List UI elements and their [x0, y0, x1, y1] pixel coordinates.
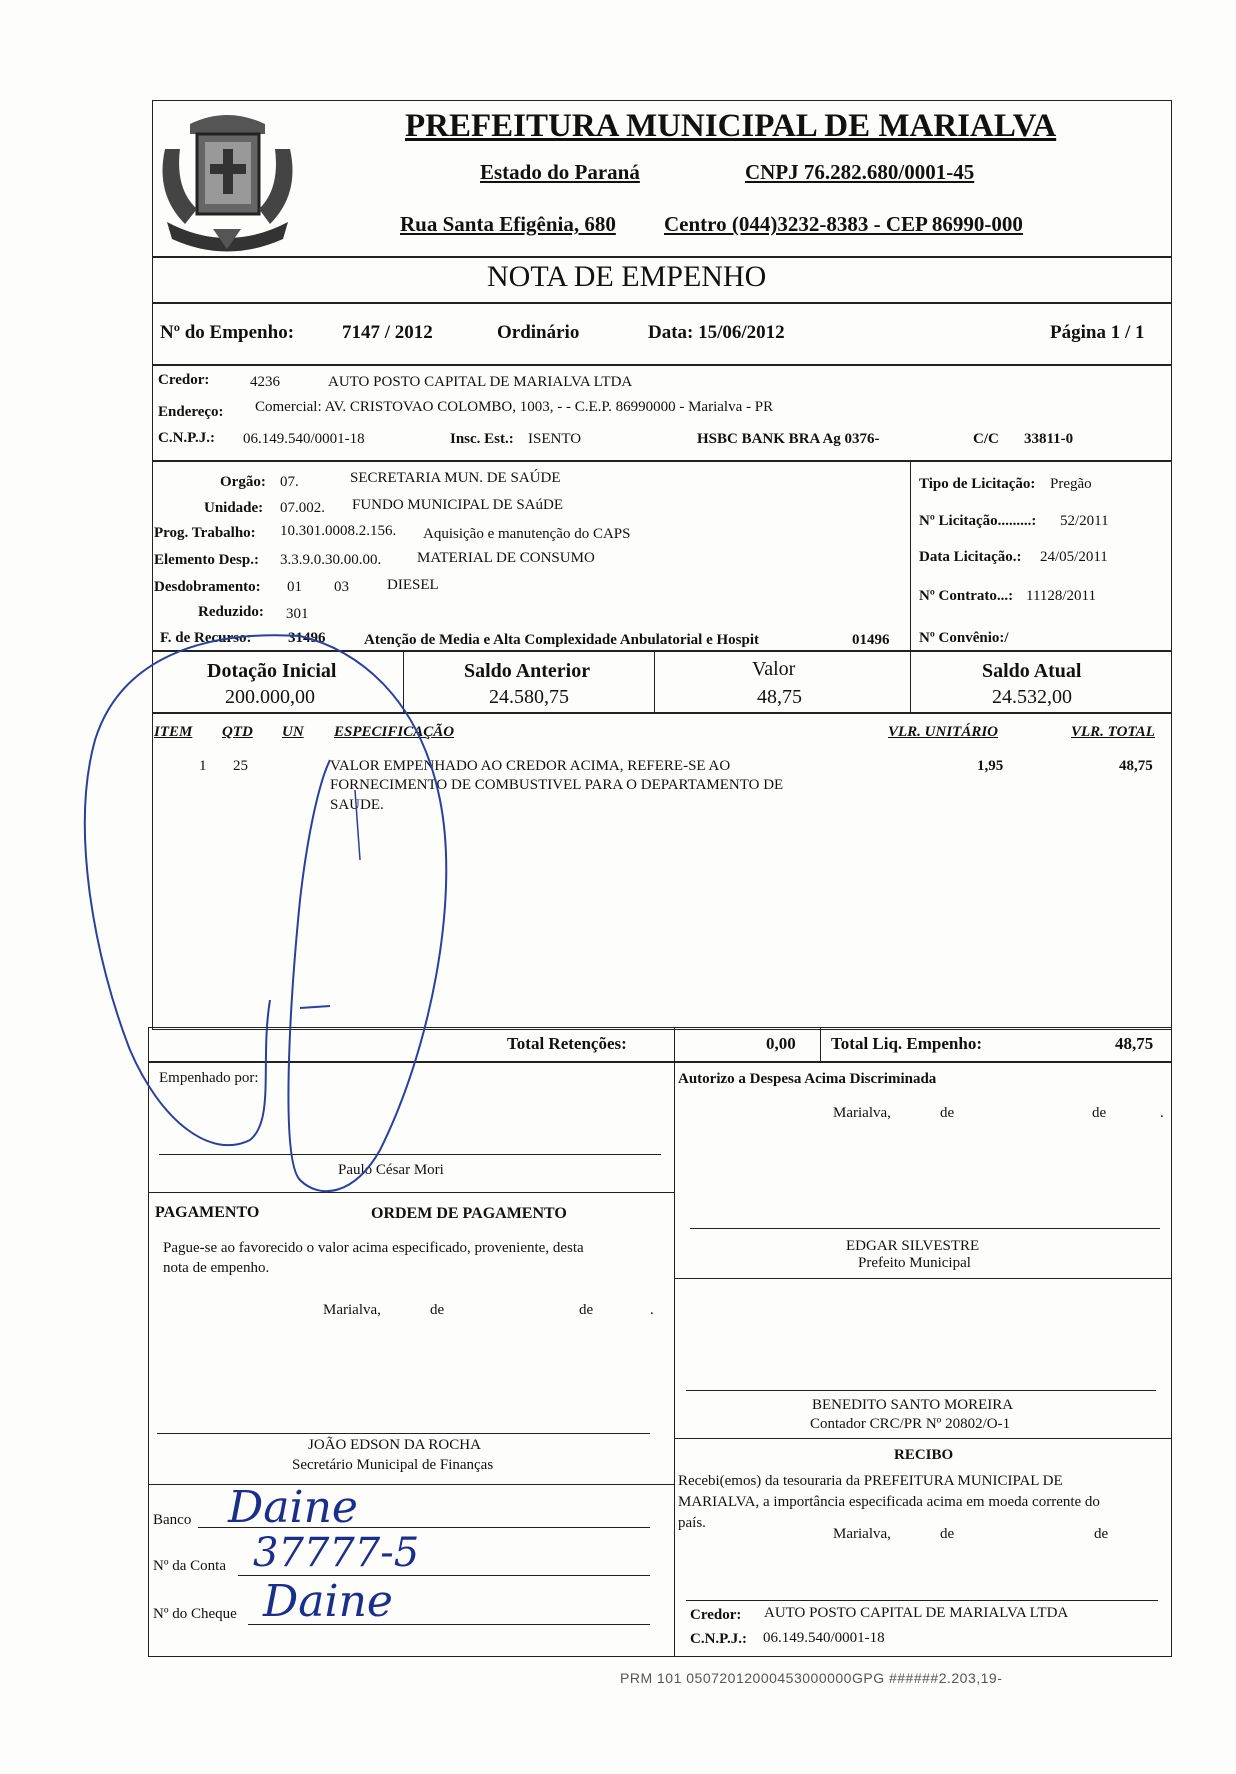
- empenho-number: 7147 / 2012: [342, 322, 433, 343]
- orgao-label: Orgão:: [220, 474, 266, 490]
- elemento-label: Elemento Desp.:: [154, 552, 259, 568]
- pagamento-top-line: [148, 1192, 674, 1193]
- dotacao-label: Dotação Inicial: [207, 660, 337, 682]
- autorizo-de-1: de: [940, 1105, 955, 1121]
- contrato-value: 11128/2011: [1026, 588, 1096, 604]
- saldos-divider-3: [910, 650, 911, 714]
- retencoes-value: 0,00: [766, 1034, 796, 1053]
- atual-value: 24.532,00: [992, 686, 1072, 708]
- credor-cnpj-label: C.N.P.J.:: [158, 430, 215, 446]
- banco-label: Banco: [153, 1512, 192, 1528]
- recibo-cnpj: 06.149.540/0001-18: [763, 1630, 885, 1646]
- credor-name: AUTO POSTO CAPITAL DE MARIALVA LTDA: [328, 374, 633, 390]
- item-desc-2: FORNECIMENTO DE COMBUSTIVEL PARA O DEPARTAMENTO DE: [330, 777, 784, 793]
- credor-code: 4236: [250, 374, 280, 390]
- credor-bank: HSBC BANK BRA Ag 0376-: [697, 431, 880, 447]
- prog-label: Prog. Trabalho:: [154, 525, 256, 541]
- conta-label: Nº da Conta: [153, 1558, 226, 1574]
- empenho-label: Nº do Empenho:: [160, 322, 295, 343]
- autorizo-de-2: de: [1092, 1105, 1107, 1121]
- cheque-handwritten: Daine: [263, 1576, 393, 1627]
- unidade-label: Unidade:: [204, 500, 264, 516]
- unidade-code: 07.002.: [280, 500, 325, 516]
- licitacao-data-label: Data Licitação.:: [919, 549, 1022, 565]
- banco-handwritten: Daine: [228, 1482, 358, 1533]
- contador-name: BENEDITO SANTO MOREIRA: [812, 1397, 1014, 1413]
- desdobramento-b: 03: [334, 579, 349, 595]
- empenho-type: Ordinário: [497, 322, 580, 343]
- contador-top-line: [674, 1278, 1172, 1279]
- desdobramento-a: 01: [287, 579, 302, 595]
- banco-line: [198, 1527, 650, 1528]
- item-number: 1: [199, 758, 207, 774]
- licitacao-num: 52/2011: [1060, 513, 1109, 529]
- licitacao-tipo-label: Tipo de Licitação:: [919, 476, 1036, 492]
- credor-cc: 33811-0: [1024, 431, 1074, 447]
- autorizo-label: Autorizo a Despesa Acima Discriminada: [678, 1071, 937, 1087]
- recibo-signature-line: [686, 1600, 1158, 1601]
- cnpj-label: CNPJ 76.282.680/0001-45: [745, 160, 975, 184]
- doc-title: NOTA DE EMPENHO: [487, 260, 767, 293]
- recibo-credor-label: Credor:: [690, 1607, 742, 1623]
- unidade-name: FUNDO MUNICIPAL DE SAúDE: [352, 497, 563, 513]
- item-unit-value: 1,95: [977, 758, 1004, 774]
- credor-cnpj: 06.149.540/0001-18: [243, 431, 365, 447]
- bottom-divider: [674, 1061, 675, 1657]
- totais-box: [148, 1027, 1172, 1063]
- empenho-page: Página 1 / 1: [1050, 322, 1145, 343]
- cheque-line: [248, 1624, 650, 1625]
- desdobramento-label: Desdobramento:: [154, 579, 261, 595]
- licitacao-num-label: Nº Licitação.........:: [919, 513, 1037, 529]
- credor-address-label: Endereço:: [158, 404, 224, 420]
- secretario-name: JOÃO EDSON DA ROCHA: [308, 1437, 481, 1453]
- empenhado-signature-line: [159, 1154, 661, 1155]
- col-item: ITEM: [154, 724, 193, 740]
- elemento-code: 3.3.9.0.30.00.00.: [280, 552, 382, 568]
- licitacao-data: 24/05/2011: [1040, 549, 1108, 565]
- page-title: PREFEITURA MUNICIPAL DE MARIALVA: [405, 108, 1057, 144]
- orcamento-divider: [910, 460, 911, 652]
- recibo-text-3: país.: [678, 1515, 706, 1531]
- contador-signature-line: [686, 1390, 1156, 1391]
- pagamento-text-2: nota de empenho.: [163, 1260, 270, 1276]
- saldos-divider-1: [403, 650, 404, 714]
- valor-value: 48,75: [757, 686, 802, 708]
- orgao-name: SECRETARIA MUN. DE SAÚDE: [350, 470, 561, 486]
- recibo-text-2: MARIALVA, a importância especificada acima em moeda corrente do: [678, 1494, 1100, 1510]
- pagamento-place: Marialva,: [323, 1302, 381, 1318]
- autorizo-place: Marialva,: [833, 1105, 891, 1121]
- atual-label: Saldo Atual: [982, 660, 1082, 682]
- address-contact: Centro (044)3232-8383 - CEP 86990-000: [664, 212, 1023, 236]
- item-total-value: 48,75: [1119, 758, 1153, 774]
- banco-top-line: [148, 1484, 674, 1485]
- prefeito-signature-line: [690, 1228, 1160, 1229]
- item-desc-3: SAUDE.: [330, 797, 384, 813]
- dotacao-value: 200.000,00: [225, 686, 315, 708]
- empenho-date: Data: 15/06/2012: [648, 322, 785, 343]
- empenhado-label: Empenhado por:: [159, 1070, 259, 1086]
- cheque-label: Nº do Cheque: [153, 1606, 237, 1622]
- empenhado-name: Paulo César Mori: [338, 1162, 444, 1178]
- item-qtd: 25: [233, 758, 248, 774]
- orgao-code: 07.: [280, 474, 299, 490]
- recurso-code: 31496: [288, 630, 326, 646]
- autorizo-dot: .: [1160, 1105, 1164, 1121]
- secretario-role: Secretário Municipal de Finanças: [292, 1457, 494, 1473]
- credor-insc-label: Insc. Est.:: [450, 431, 514, 447]
- item-desc-1: VALOR EMPENHADO AO CREDOR ACIMA, REFERE-SE AO: [330, 758, 731, 774]
- pagamento-dot: .: [650, 1302, 654, 1318]
- col-especificacao: ESPECIFICAÇÃO: [334, 724, 455, 740]
- convenio-label: Nº Convênio:/: [919, 630, 1009, 646]
- valor-label: Valor: [752, 658, 796, 680]
- address-street: Rua Santa Efigênia, 680: [400, 212, 616, 236]
- footer-code: PRM 101 05072012000453000000GPG ######2.203,19-: [620, 1670, 1003, 1686]
- recibo-de-1: de: [940, 1526, 955, 1542]
- col-vlr-total: VLR. TOTAL: [1071, 724, 1155, 740]
- retencoes-label: Total Retenções:: [507, 1034, 627, 1053]
- credor-label: Credor:: [158, 372, 210, 388]
- reduzido-label: Reduzido:: [198, 604, 264, 620]
- anterior-label: Saldo Anterior: [464, 660, 591, 682]
- desdobramento-name: DIESEL: [387, 577, 439, 593]
- recurso-code2: 01496: [852, 632, 890, 648]
- col-vlr-unitario: VLR. UNITÁRIO: [888, 724, 999, 740]
- pagamento-label: PAGAMENTO: [155, 1204, 260, 1221]
- state-label: Estado do Paraná: [480, 160, 640, 184]
- pagamento-de-1: de: [430, 1302, 445, 1318]
- saldos-divider-2: [654, 650, 655, 714]
- prefeito-name: EDGAR SILVESTRE: [846, 1238, 980, 1254]
- ordem-label: ORDEM DE PAGAMENTO: [371, 1205, 567, 1222]
- recibo-place: Marialva,: [833, 1526, 891, 1542]
- reduzido-value: 301: [286, 606, 309, 622]
- contrato-label: Nº Contrato...:: [919, 588, 1014, 604]
- conta-handwritten: 37777-5: [253, 1530, 420, 1576]
- secretario-signature-line: [157, 1433, 650, 1434]
- recibo-text-1: Recebi(emos) da tesouraria da PREFEITURA MUNICIPAL DE: [678, 1473, 1063, 1489]
- recibo-de-2: de: [1094, 1526, 1109, 1542]
- prog-code: 10.301.0008.2.156.: [280, 523, 397, 539]
- recibo-cnpj-label: C.N.P.J.:: [690, 1631, 747, 1647]
- credor-insc: ISENTO: [528, 431, 582, 447]
- licitacao-tipo: Pregão: [1050, 476, 1092, 492]
- totais-divider-1: [674, 1027, 675, 1063]
- recibo-credor: AUTO POSTO CAPITAL DE MARIALVA LTDA: [764, 1605, 1069, 1621]
- pagamento-de-2: de: [579, 1302, 594, 1318]
- col-un: UN: [282, 724, 304, 740]
- credor-address: Comercial: AV. CRISTOVAO COLOMBO, 1003, - - C.E.P. 86990000 - Marialva - PR: [255, 399, 774, 415]
- anterior-value: 24.580,75: [489, 686, 569, 708]
- liq-label: Total Liq. Empenho:: [831, 1034, 982, 1053]
- pagamento-text-1: Pague-se ao favorecido o valor acima especificado, proveniente, desta: [163, 1240, 584, 1256]
- totais-divider-2: [820, 1027, 821, 1063]
- col-qtd: QTD: [222, 724, 253, 740]
- recibo-label: RECIBO: [894, 1447, 954, 1463]
- contador-role: Contador CRC/PR Nº 20802/O-1: [810, 1416, 1011, 1432]
- coat-of-arms-logo: [155, 104, 300, 254]
- credor-cc-label: C/C: [973, 431, 999, 447]
- recurso-name: Atenção de Media e Alta Complexidade Anbulatorial e Hospit: [364, 632, 759, 648]
- recurso-label: F. de Recurso:: [160, 630, 252, 646]
- prog-name: Aquisição e manutenção do CAPS: [423, 526, 631, 542]
- prefeito-role: Prefeito Municipal: [858, 1255, 971, 1271]
- liq-value: 48,75: [1115, 1034, 1154, 1053]
- elemento-name: MATERIAL DE CONSUMO: [417, 550, 595, 566]
- recibo-top-line: [674, 1438, 1172, 1439]
